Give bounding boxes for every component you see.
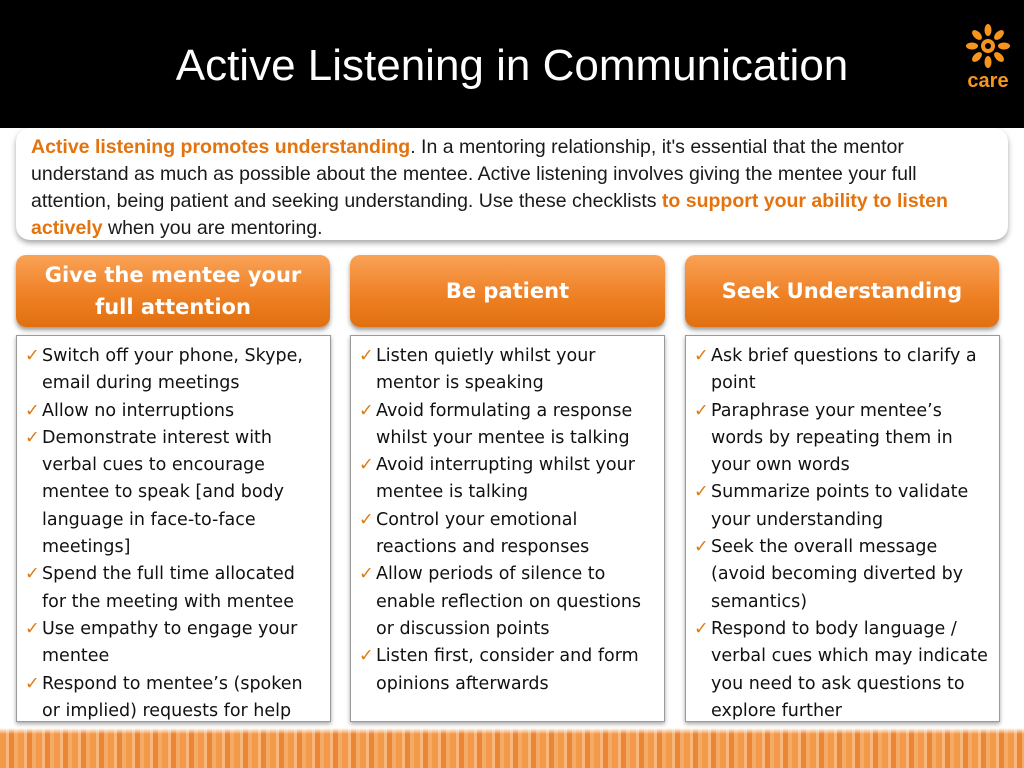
- list-item: [359, 561, 658, 643]
- check-icon: ✓: [694, 537, 709, 558]
- column-header-be-patient: Be patient: [350, 255, 665, 327]
- check-icon: ✓: [25, 564, 40, 585]
- footer-fade: [0, 728, 1024, 734]
- footer-stripe: [0, 728, 1024, 768]
- list-item: [694, 534, 993, 616]
- list-item-text: Respond to mentee’s (spoken or implied) requests for help: [42, 673, 303, 721]
- list-item: [694, 616, 993, 725]
- list-item-text: Listen first, consider and form opinions afterwards: [376, 646, 639, 694]
- logo-wordmark: care: [967, 70, 1009, 92]
- list-item-text: Seek the overall message (avoid becoming diverted by semantics): [711, 537, 964, 612]
- check-icon: ✓: [359, 564, 374, 585]
- check-icon: ✓: [359, 400, 374, 421]
- check-icon: ✓: [25, 618, 40, 639]
- list-item-text: Demonstrate interest with verbal cues to encourage mentee to speak [and body language in face-to-face meetings]: [42, 427, 285, 558]
- page-title: Active Listening in Communication: [175, 41, 849, 90]
- check-icon: ✓: [694, 482, 709, 503]
- list-item: [359, 452, 658, 507]
- check-icon: ✓: [694, 346, 709, 366]
- list-item: [25, 561, 324, 616]
- list-item-text: Respond to body language / verbal cues which may indicate you need to ask questions to explore further: [711, 618, 988, 721]
- checklist-seek-understanding: [685, 335, 1000, 722]
- list-item: [25, 425, 324, 561]
- intro-body-1: . In a mentoring relationship, it's essential that the mentor understand as much as possible about the mentee. Active listening involves giving the mentee your full attention, being patient and seeking understanding. Use these checklists: [31, 136, 917, 212]
- check-icon: ✓: [694, 400, 709, 421]
- check-icon: ✓: [359, 455, 374, 476]
- list-item: [25, 616, 324, 671]
- list-item: [25, 398, 324, 425]
- list-item: [359, 343, 658, 398]
- check-icon: ✓: [25, 400, 40, 421]
- list-item: [25, 343, 324, 398]
- list-item: [694, 343, 993, 398]
- checklist-full-attention: [16, 335, 331, 722]
- list-item: [694, 479, 993, 534]
- intro-callout: [16, 128, 1008, 240]
- intro-mid-highlight: to support your ability to listen actively: [31, 190, 948, 239]
- check-icon: ✓: [25, 673, 40, 694]
- list-item-text: Switch off your phone, Skype, email during meetings: [42, 346, 303, 394]
- list-item-text: Ask brief questions to clarify a point: [711, 346, 977, 394]
- list-item-text: Paraphrase your mentee’s words by repeating them in your own words: [711, 400, 953, 476]
- list-item-text: Control your emotional reactions and responses: [376, 509, 590, 558]
- list-item-text: Allow periods of silence to enable reflection on questions or discussion points: [376, 564, 642, 639]
- list-item-text: Summarize points to validate your understanding: [711, 482, 969, 530]
- list-item-text: Spend the full time allocated for the meeting with mentee: [42, 564, 295, 612]
- checklist-be-patient: [350, 335, 665, 722]
- list-item: [25, 671, 324, 726]
- list-item: [359, 643, 658, 698]
- intro-lead-highlight: Active listening promotes understanding: [31, 136, 411, 158]
- care-logo-icon: [958, 24, 1018, 70]
- list-item-text: Avoid interrupting whilst your mentee is talking: [376, 455, 635, 503]
- care-logo: [958, 24, 1018, 96]
- column-header-full-attention: Give the mentee your full attention: [16, 255, 330, 327]
- list-item: [694, 398, 993, 480]
- intro-body-2: when you are mentoring.: [102, 217, 323, 239]
- list-item-text: Avoid formulating a response whilst your mentee is talking: [376, 400, 633, 448]
- check-icon: ✓: [359, 346, 374, 366]
- check-icon: ✓: [694, 618, 709, 639]
- check-icon: ✓: [25, 346, 40, 366]
- list-item-text: Allow no interruptions: [42, 400, 235, 421]
- check-icon: ✓: [25, 427, 40, 448]
- check-icon: ✓: [359, 646, 374, 667]
- check-icon: ✓: [359, 509, 374, 530]
- column-header-seek-understanding: Seek Understanding: [685, 255, 999, 327]
- list-item: [359, 507, 658, 562]
- list-item: [359, 398, 658, 453]
- list-item-text: Listen quietly whilst your mentor is speaking: [376, 346, 596, 394]
- list-item-text: Use empathy to engage your mentee: [42, 618, 298, 667]
